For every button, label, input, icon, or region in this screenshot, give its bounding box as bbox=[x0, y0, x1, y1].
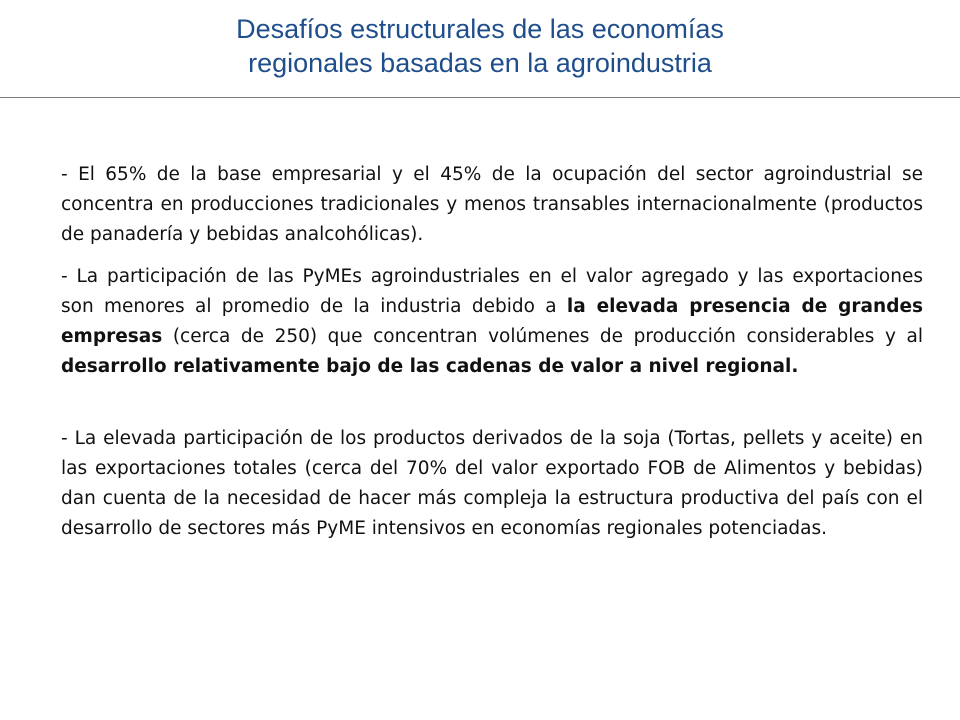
paragraph-pymes-emphasis-1: la elevada presencia de grandes empresas bbox=[61, 296, 924, 347]
paragraph-pymes-text-2: (cerca de 250) que concentran volúmenes de producción considerables y al bbox=[162, 326, 923, 347]
paragraph-pymes-emphasis-2: desarrollo relativamente bajo de las cadenas de valor a nivel regional. bbox=[61, 356, 799, 377]
paragraph-pymes-text-1: - La participación de las PyMEs agroindustriales en el valor agregado y las exportaciones son menores al promedio de la industria debido a bbox=[61, 266, 923, 317]
slide-body bbox=[61, 160, 923, 544]
title-divider bbox=[0, 97, 960, 98]
slide-title bbox=[0, 12, 960, 80]
paragraph-pymes bbox=[61, 262, 923, 382]
slide-title-line-2: regionales basadas en la agroindustria bbox=[248, 48, 712, 78]
paragraph-tradicionales: - El 65% de la base empresarial y el 45% de la ocupación del sector agroindustrial se concentra en producciones tradicionales y menos transables internacionalmente (productos de panadería y bebidas analcohólicas). bbox=[61, 164, 923, 245]
slide-title-line-1: Desafíos estructurales de las economías bbox=[236, 14, 724, 44]
paragraph-soja: - La elevada participación de los productos derivados de la soja (Tortas, pellets y aceite) en las exportaciones totales (cerca del 70% del valor exportado FOB de Alimentos y bebidas) dan cuenta de la necesidad de hacer más compleja la estructura productiva del país con el desarrollo de sectores más PyME intensivos en economías regionales potenciadas. bbox=[61, 428, 923, 539]
